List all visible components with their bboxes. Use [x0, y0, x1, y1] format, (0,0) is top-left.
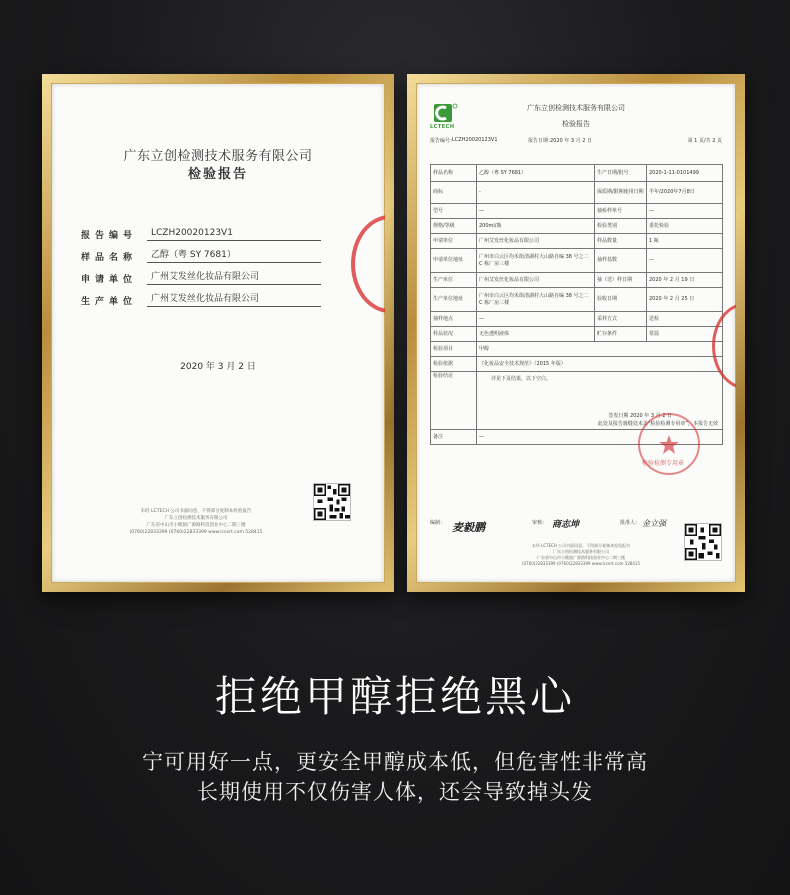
field-label: 报告编号 [81, 231, 138, 241]
field-value: LCZH20020123V1 [147, 227, 321, 241]
table-cell: 生产单位地址 [431, 288, 477, 312]
table-row [431, 219, 723, 234]
table-cell: 2020 年 2 月 25 日 [647, 288, 723, 312]
logo-text: LCTECH [430, 124, 455, 130]
table-row [431, 357, 723, 372]
cover-title: 检验报告 [187, 167, 248, 182]
footer-line: (0760)22833399 (0760)22833399 www.lccert.com 528415 [521, 561, 641, 566]
table-cell: 乙醇（粤 SY 7681） [477, 165, 595, 182]
report-title: 检验报告 [562, 120, 590, 128]
table-cell: 贮存条件 [595, 327, 647, 342]
table-row [431, 288, 723, 312]
certificate-frame-right [407, 74, 745, 592]
cover-field-sample-name [81, 247, 321, 265]
table-row [431, 234, 723, 249]
table-cell: 采样方式 [595, 312, 647, 327]
table-cell: 广州艾发丝化妆品有限公司 [477, 273, 595, 288]
red-seal-edge-icon [351, 215, 385, 313]
table-cell: 抽（送）样日期 [595, 273, 647, 288]
table-cell: 送检 [647, 312, 723, 327]
table-row [431, 182, 723, 204]
report-date: 2020 年 3 月 2 日 [550, 138, 593, 144]
table-cell: 广州市白云区均禾街清湖村大山路自编 38 号之二 C 栋厂房三楼 [477, 249, 595, 273]
table-row [431, 204, 723, 219]
field-label: 生产单位 [81, 297, 138, 307]
report-footer [486, 543, 676, 567]
table-cell: 抽样地点 [431, 312, 477, 327]
table-cell: 申请单位地址 [431, 249, 477, 273]
footer-line: 未经 LCTECH 公司书面同意，不得部分复制本检验报告 [531, 543, 631, 548]
table-row [431, 327, 723, 342]
table-cell: 广州艾发丝化妆品有限公司 [477, 234, 595, 249]
footer-line: 广东立创检测技术服务有限公司 [164, 516, 228, 521]
conclusion-text: 详见下页结果，以下空白。 [491, 376, 552, 382]
cover-company-name: 广东立创检测技术服务有限公司 [123, 149, 313, 164]
author-signature: 麦毅鹏 [452, 521, 485, 534]
table-cell: 抽样基数 [595, 249, 647, 273]
table-cell: 商标 [431, 182, 477, 204]
cover-field-applicant [81, 269, 321, 287]
cover-field-manufacturer [81, 291, 321, 309]
review-signature: 商志坤 [552, 520, 580, 530]
table-row [431, 312, 723, 327]
report-no-label: 报告编号： [430, 138, 456, 144]
table-cell: 无色透明液体 [477, 327, 595, 342]
cover-date: 2020 年 3 月 2 日 [180, 362, 256, 372]
table-cell: 保质期/限期使用日期 [595, 182, 647, 204]
table-cell: 检验类别 [595, 219, 647, 234]
table-cell: — [477, 312, 595, 327]
table-cell: 委托检验 [647, 219, 723, 234]
table-cell: 生产单位 [431, 273, 477, 288]
table-cell: 检验项目 [431, 342, 477, 357]
table-cell: 《化妆品安全技术规范》（2015 年版） [477, 357, 723, 372]
field-value: 广州艾发丝化妆品有限公司 [147, 271, 321, 285]
table-cell: 备注 [431, 430, 477, 445]
footer-line: 未经 LCTECH 公司书面同意，不得部分复制本检验报告 [140, 509, 252, 514]
headline: 拒绝甲醇拒绝黑心 [214, 672, 575, 721]
table-cell: — [647, 249, 723, 273]
qr-code-icon [684, 523, 722, 561]
table-cell: 规格/等级 [431, 219, 477, 234]
review-label: 审核： [532, 520, 548, 526]
report-no: LCZH20020123V1 [452, 137, 498, 143]
table-cell: 检验结论 [431, 372, 477, 430]
table-cell: 1 瓶 [647, 234, 723, 249]
approve-label: 批准人： [620, 520, 641, 526]
report-meta [430, 137, 722, 145]
table-row [431, 165, 723, 182]
table-row [431, 249, 723, 273]
table-cell: 样品状况 [431, 327, 477, 342]
subline-2: 长期使用不仅伤害人体，还会导致掉头发 [197, 780, 593, 804]
qr-code-icon [313, 483, 351, 521]
field-label: 申请单位 [81, 275, 138, 285]
cover-footer [91, 508, 301, 536]
table-cell: 200ml/瓶 [477, 219, 595, 234]
table-cell: 广州市白云区均禾街清湖村大山路自编 38 号之二 C 栋厂房三楼 [477, 288, 595, 312]
report-detail-page [416, 83, 736, 583]
report-table [430, 164, 723, 445]
signature-row [430, 515, 722, 533]
table-cell: 验收日期 [595, 288, 647, 312]
table-cell: 样品数量 [595, 234, 647, 249]
table-cell: 检验依据 [431, 357, 477, 372]
table-cell: 型号 [431, 204, 477, 219]
issue-date: 签发日期 2020 年 3 月 2 日 [608, 412, 672, 419]
table-cell: 申请单位 [431, 234, 477, 249]
certificate-cover-page [51, 83, 385, 583]
page-indicator: 第 1 页/共 2 页 [687, 138, 722, 144]
subline-1: 宁可用好一点，更安全甲醇成本低，但危害性非常高 [142, 750, 648, 774]
cover-field-report-no [81, 225, 321, 243]
stamp-label: 检验检测专用章 [642, 460, 685, 467]
stamp-note: 此处及报告骑缝处未盖“检验检测专用章”，本报告无效 [597, 420, 718, 427]
field-label: 样品名称 [81, 253, 138, 263]
table-cell: - [477, 182, 595, 204]
table-cell: 甲醇 [477, 342, 723, 357]
report-company-name: 广东立创检测技术服务有限公司 [527, 104, 625, 112]
table-cell: 抽检样单号 [595, 204, 647, 219]
table-row [431, 342, 723, 357]
table-cell: 常温 [647, 327, 723, 342]
certificate-frame-left [42, 74, 394, 592]
report-date-label: 报告日期： [528, 138, 554, 144]
author-label: 编制： [430, 520, 446, 526]
table-cell: — [477, 430, 723, 445]
table-cell: — [477, 204, 595, 219]
field-value: 广州艾发丝化妆品有限公司 [147, 293, 321, 307]
table-cell: 2020 年 2 月 19 日 [647, 273, 723, 288]
footer-line: 广东省中山市小榄镇广源路科技创业中心二期三楼 [146, 523, 246, 528]
footer-line: (0760)22833399 (0760)22833399 www.lccert.com 528415 [129, 530, 263, 535]
table-cell: 2020-1-11-0101499 [647, 165, 723, 182]
field-value: 乙醇（粤 SY 7681） [147, 249, 321, 263]
footer-line: 广东立创检测技术服务有限公司 [553, 549, 609, 554]
footer-line: 广东省中山市小榄镇广源路科技创业中心二期三楼 [537, 555, 625, 560]
approve-signature: 金立强 [642, 519, 666, 528]
table-cell: 生产日期/批号 [595, 165, 647, 182]
table-row [431, 273, 723, 288]
table-cell: 样品名称 [431, 165, 477, 182]
table-cell: 半年/2020年7月8日 [647, 182, 723, 204]
table-cell: — [647, 204, 723, 219]
